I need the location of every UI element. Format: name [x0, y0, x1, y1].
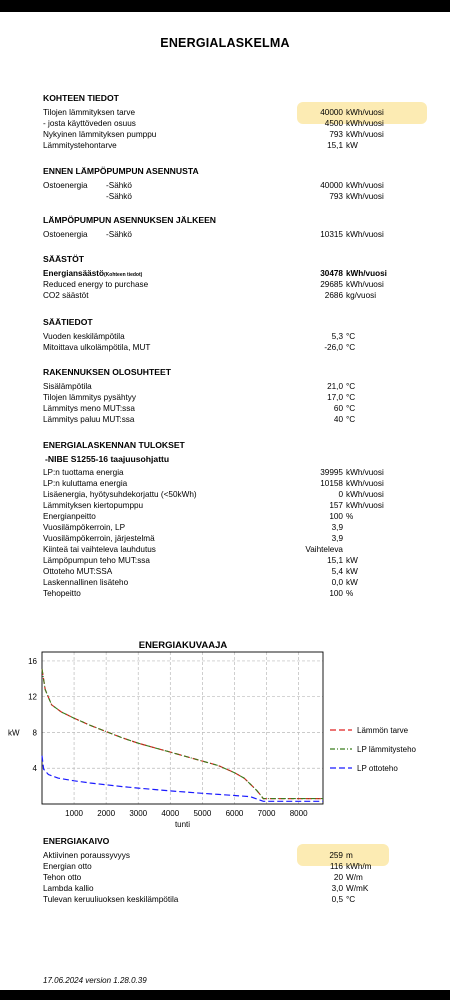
row-label-text: Tilojen lämmitys pysähtyy [43, 393, 136, 402]
section-header-ennen: ENNEN LÄMPÖPUMPUN ASENNUSTA [43, 166, 199, 176]
row-label [43, 403, 135, 414]
row-unit: kWh/vuosi [346, 479, 384, 488]
row-value: 3,9 [331, 534, 343, 543]
row-label [43, 894, 178, 905]
row-unit: °C [346, 415, 356, 424]
row-value: 15,1 [327, 556, 343, 565]
row-unit: kWh/vuosi [346, 108, 384, 117]
row-value: 29685 [320, 280, 343, 289]
row-label [43, 129, 156, 140]
row-label-text: Tilojen lämmityksen tarve [43, 108, 136, 117]
row-unit: °C [346, 343, 356, 352]
data-row [43, 331, 403, 342]
row-label-text: Lämpöpumpun teho MUT:ssa [43, 556, 150, 565]
row-value: -26,0 [324, 343, 343, 352]
data-row [43, 268, 403, 279]
data-row [43, 533, 403, 544]
row-unit: W/mK [346, 884, 369, 893]
data-row [43, 500, 403, 511]
row-label-text: Ostoenergia [43, 230, 88, 239]
row-unit: kWh/vuosi [346, 119, 384, 128]
plot-frame [42, 652, 323, 804]
row-label [43, 229, 88, 240]
row-label-text: Sisälämpötila [43, 382, 92, 391]
row-value: 10315 [320, 230, 343, 239]
data-row [43, 872, 403, 883]
y-tick-label: 8 [32, 728, 37, 738]
data-row [43, 129, 403, 140]
row-value: 10158 [320, 479, 343, 488]
data-row [43, 478, 403, 489]
row-label-text: CO2 säästöt [43, 291, 89, 300]
chart-title: ENERGIAKUVAAJA [138, 640, 228, 651]
data-row [43, 555, 403, 566]
row-value: 0 [338, 490, 343, 499]
row-value: 40000 [320, 108, 343, 117]
row-unit: °C [346, 332, 356, 341]
row-label [43, 118, 136, 129]
section-header-energiakaivo: ENERGIAKAIVO [43, 836, 110, 846]
row-label-text: Energian otto [43, 862, 92, 871]
row-label-text: Lämmitys meno MUT:ssa [43, 404, 135, 413]
x-axis-label: tunti [174, 820, 191, 829]
row-label [43, 861, 92, 872]
row-unit: W/m [346, 873, 363, 882]
row-value: 157 [329, 501, 343, 510]
data-row [43, 392, 403, 403]
row-label-text: Vuosilämpökerroin, järjestelmä [43, 534, 155, 543]
energy-chart [0, 624, 450, 829]
x-tick-label: 6000 [225, 809, 244, 818]
row-unit: kg/vuosi [346, 291, 377, 300]
row-value: 0,5 [331, 895, 343, 904]
row-label-text: Nykyinen lämmityksen pumppu [43, 130, 157, 139]
row-label [43, 392, 136, 403]
y-tick-label: 12 [28, 692, 37, 702]
row-label-text: LP:n kuluttama energia [43, 479, 128, 488]
data-row [43, 588, 403, 599]
row-value: 40 [333, 415, 343, 424]
row-value: 2686 [324, 291, 343, 300]
data-row [43, 577, 403, 588]
section-subheader: -NIBE S1255-16 taajuusohjattu [45, 454, 170, 464]
row-label [43, 555, 150, 566]
row-value: 5,3 [331, 332, 343, 341]
data-row [43, 191, 403, 202]
row-label-text: Tehon otto [43, 873, 82, 882]
row-value: 39995 [320, 468, 343, 477]
row-label [43, 544, 156, 555]
row-unit: °C [346, 895, 356, 904]
row-label-text: Aktiivinen poraussyvyys [43, 851, 130, 860]
data-row [43, 107, 403, 118]
row-label [43, 511, 96, 522]
row-unit: kW [346, 556, 358, 565]
row-unit: kWh/vuosi [346, 280, 384, 289]
row-label [43, 414, 134, 425]
row-label [43, 872, 81, 883]
section-header-saastot: SÄÄSTÖT [43, 254, 85, 264]
row-unit: kWh/vuosi [346, 490, 384, 499]
data-row [43, 511, 403, 522]
row-unit: kW [346, 141, 358, 150]
row-unit: kWh/vuosi [346, 468, 384, 477]
row-unit: kWh/vuosi [346, 181, 384, 190]
page-title: ENERGIALASKELMA [160, 36, 290, 50]
row-label [43, 290, 89, 301]
document-page [0, 12, 450, 990]
y-tick-label: 4 [32, 764, 37, 774]
row-unit: kWh/vuosi [346, 269, 387, 278]
data-row [43, 544, 403, 555]
legend-label: LP ottoteho [357, 764, 398, 773]
row-label [43, 566, 112, 577]
data-row [43, 414, 403, 425]
row-value: 793 [329, 192, 343, 201]
row-label [43, 381, 92, 392]
row-value: 40000 [320, 181, 343, 190]
row-label [43, 577, 128, 588]
data-row [43, 381, 403, 392]
row-label-text: Reduced energy to purchase [43, 280, 149, 289]
series-line-1 [42, 669, 323, 799]
row-value: 100 [329, 589, 343, 598]
row-value: 0,0 [331, 578, 343, 587]
row-label-text: - josta käyttöveden osuus [43, 119, 136, 128]
row-label-text: Ostoenergia [43, 181, 88, 190]
data-row [43, 342, 403, 353]
row-value: 793 [329, 130, 343, 139]
data-row [43, 403, 403, 414]
row-sublabel: -Sähkö [106, 230, 132, 239]
y-axis-label: kW [8, 728, 20, 738]
row-sublabel: -Sähkö [106, 181, 132, 190]
row-label-text: Mitoittava ulkolämpötila, MUT [43, 343, 151, 352]
row-label [43, 107, 135, 118]
row-unit: kWh/m [346, 862, 372, 871]
x-tick-label: 4000 [161, 809, 180, 818]
row-value: 21,0 [327, 382, 343, 391]
row-unit: °C [346, 404, 356, 413]
row-label-text: Lämmityksen kiertopumppu [43, 501, 144, 510]
section-header-tulokset: ENERGIALASKENNAN TULOKSET [43, 440, 185, 450]
row-unit: kWh/vuosi [346, 230, 384, 239]
data-row [43, 229, 403, 240]
x-tick-label: 8000 [289, 809, 308, 818]
series-line-3 [42, 756, 323, 802]
row-value: 4500 [324, 119, 343, 128]
row-unit: kW [346, 567, 358, 576]
row-label [43, 342, 150, 353]
row-unit: m [346, 851, 353, 860]
data-row [43, 489, 403, 500]
data-row [43, 566, 403, 577]
row-label [43, 850, 130, 861]
row-label [43, 500, 143, 511]
row-label-text: Tehopeitto [43, 589, 81, 598]
row-value: Vaihteleva [305, 545, 343, 554]
row-unit: % [346, 512, 354, 521]
section-header-saatiedot: SÄÄTIEDOT [43, 317, 93, 327]
row-unit: % [346, 589, 354, 598]
row-value: 15,1 [327, 141, 343, 150]
version-footer: 17.06.2024 version 1.28.0.39 [43, 976, 147, 985]
row-label-text: Energiansäästö [43, 269, 104, 278]
row-value: 3,0 [331, 884, 343, 893]
data-row [43, 522, 403, 533]
row-label-text: Lämmitystehontarve [43, 141, 117, 150]
row-unit: °C [346, 393, 356, 402]
row-label [43, 883, 94, 894]
row-sublabel: -Sähkö [106, 192, 132, 201]
row-label [43, 180, 88, 191]
row-value: 116 [329, 862, 343, 871]
row-value: 5,4 [331, 567, 343, 576]
x-tick-label: 2000 [97, 809, 116, 818]
row-label [43, 279, 148, 290]
row-unit: kWh/vuosi [346, 130, 384, 139]
row-value: 100 [329, 512, 343, 521]
y-tick-label: 16 [28, 656, 37, 666]
row-unit: °C [346, 382, 356, 391]
x-tick-label: 7000 [257, 809, 276, 818]
x-tick-label: 1000 [65, 809, 83, 818]
data-row [43, 850, 403, 861]
data-row [43, 467, 403, 478]
row-value: 60 [333, 404, 343, 413]
row-value: 3,9 [331, 523, 343, 532]
row-label [43, 467, 124, 478]
row-label [43, 522, 125, 533]
row-value: 17,0 [327, 393, 343, 402]
x-tick-label: 3000 [129, 809, 148, 818]
row-value: 20 [333, 873, 343, 882]
data-row [43, 290, 403, 301]
row-label-text: Vuoden keskilämpötila [43, 332, 125, 341]
row-label [43, 489, 197, 500]
row-label [43, 331, 125, 342]
x-tick-label: 5000 [193, 809, 212, 818]
data-row [43, 883, 403, 894]
section-header-kohteen-tiedot: KOHTEEN TIEDOT [43, 93, 119, 103]
row-unit: kW [346, 578, 358, 587]
row-unit: kWh/vuosi [346, 192, 384, 201]
row-label-text: Kiinteä tai vaihteleva lauhdutus [43, 545, 156, 554]
data-row [43, 140, 403, 151]
row-note: (Kohteen tiedot) [103, 272, 143, 278]
legend-label: Lämmön tarve [357, 726, 409, 735]
data-row [43, 894, 403, 905]
row-label-text: Lämmitys paluu MUT:ssa [43, 415, 135, 424]
section-header-jalkeen: LÄMPÖPUMPUN ASENNUKSEN JÄLKEEN [43, 215, 217, 225]
data-row [43, 118, 403, 129]
series-line-2 [42, 669, 323, 799]
row-label-text: Vuosilämpökerroin, LP [43, 523, 126, 532]
row-label-text: Tulevan keruuliuoksen keskilämpötila [43, 895, 179, 904]
data-row [43, 180, 403, 191]
row-label [43, 533, 155, 544]
row-label-text: Laskennallinen lisäteho [43, 578, 129, 587]
legend-label: LP lämmitysteho [357, 745, 416, 754]
section-header-rakennus: RAKENNUKSEN OLOSUHTEET [43, 367, 171, 377]
row-value: 259 [329, 851, 343, 860]
row-label-text: Lambda kallio [43, 884, 94, 893]
data-row [43, 861, 403, 872]
row-label-text: Lisäenergia, hyötysuhdekorjattu (<50kWh) [43, 490, 197, 499]
row-value: 30478 [320, 269, 343, 278]
data-row [43, 279, 403, 290]
row-unit: kWh/vuosi [346, 501, 384, 510]
row-label [43, 588, 81, 599]
row-label-text: LP:n tuottama energia [43, 468, 124, 477]
row-label-text: Energianpeitto [43, 512, 96, 521]
row-label-text: Ottoteho MUT:SSA [43, 567, 113, 576]
row-label [43, 140, 117, 151]
row-label [43, 478, 127, 489]
